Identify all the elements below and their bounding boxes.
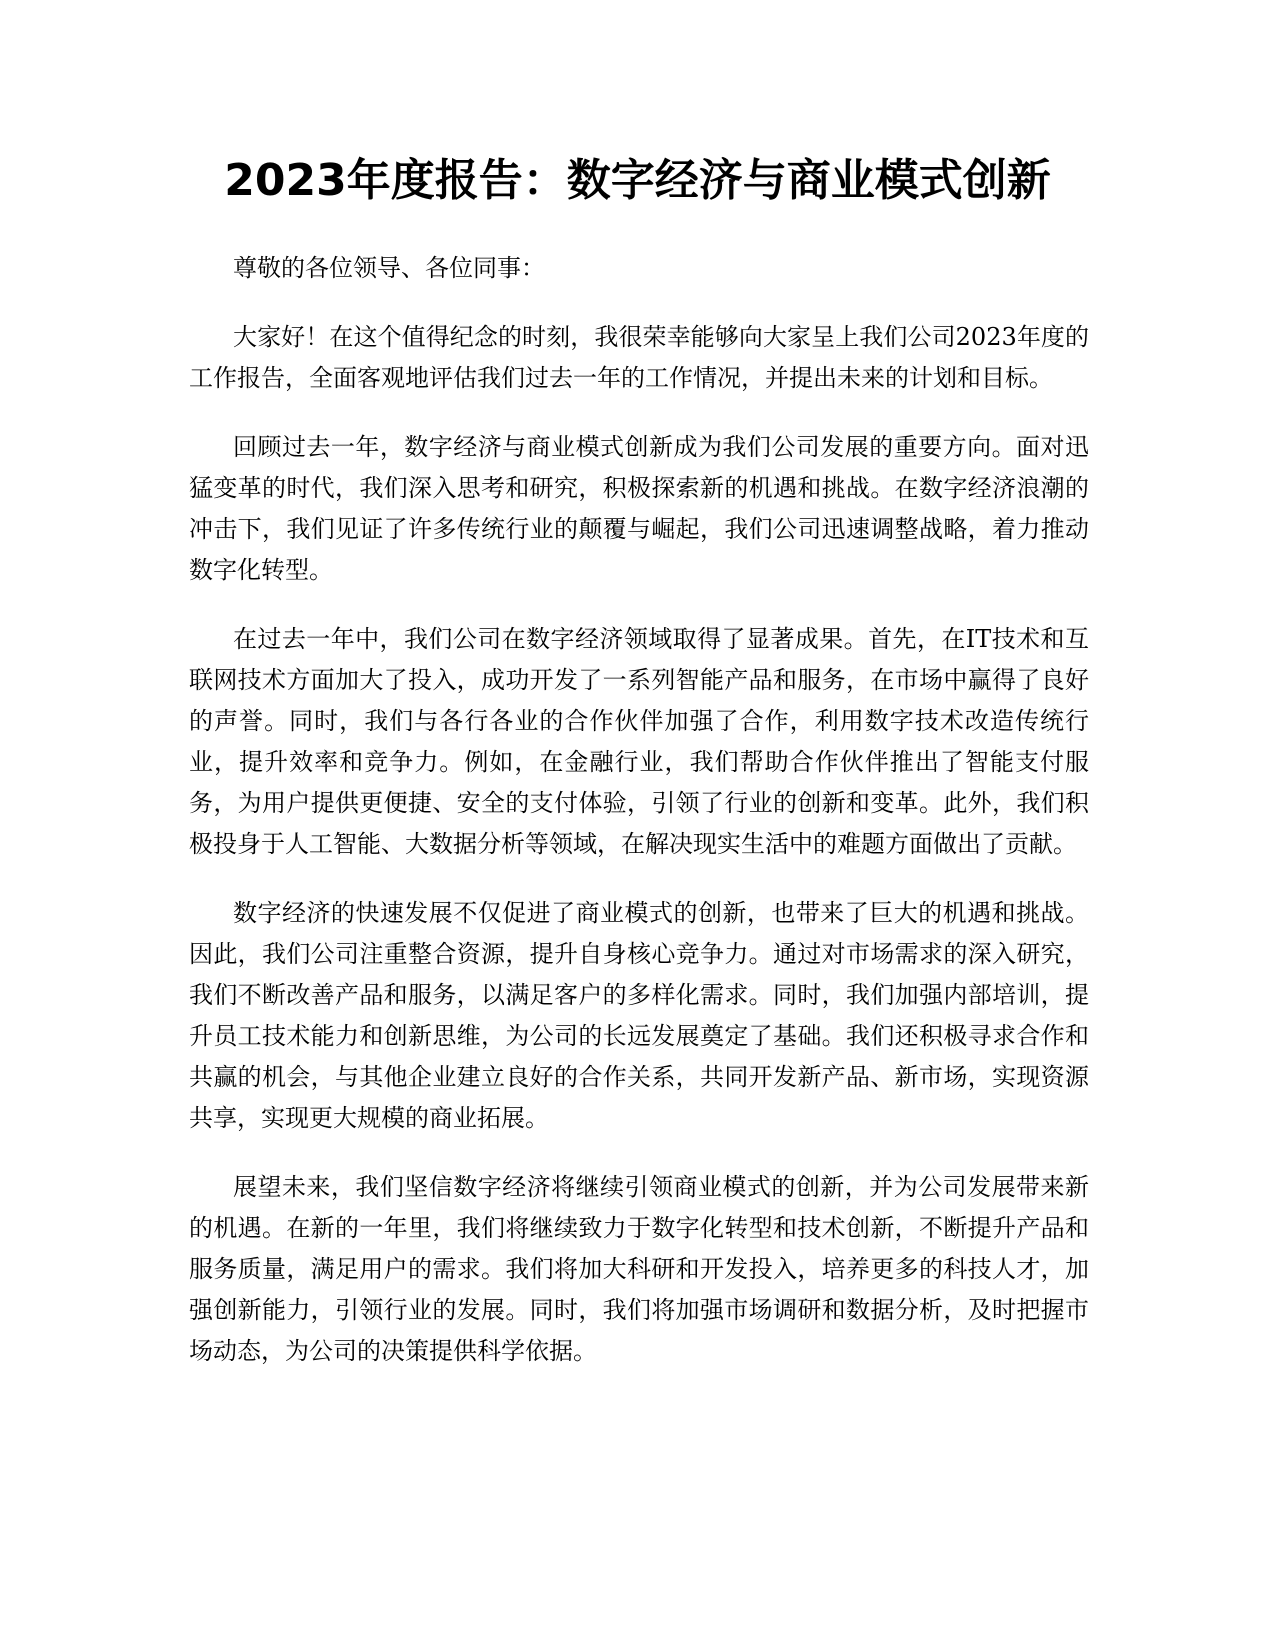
paragraph-outlook: 展望未来，我们坚信数字经济将继续引领商业模式的创新，并为公司发展带来新的机遇。在新的一年里，我们将继续致力于数字化转型和技术创新，不断提升产品和服务质量，满足用户的需求。我们将加大科研和开发投入，培养更多的科技人才，加强创新能力，引领行业的发展。同时，我们将加强市场调研和数据分析，及时把握市场动态，为公司的决策提供科学依据。 [189, 1173, 1089, 1365]
paragraph-achievements: 在过去一年中，我们公司在数字经济领域取得了显著成果。首先，在IT技术和互联网技术方面加大了投入，成功开发了一系列智能产品和服务，在市场中赢得了良好的声誉。同时，我们与各行各业的合作伙伴加强了合作，利用数字技术改造传统行业，提升效率和竞争力。例如，在金融行业，我们帮助合作伙伴推出了智能支付服务，为用户提供更便捷、安全的支付体验，引领了行业的创新和变革。此外，我们积极投身于人工智能、大数据分析等领域，在解决现实生活中的难题方面做出了贡献。 [189, 625, 1089, 858]
document-title: 2023年度报告：数字经济与商业模式创新 [224, 155, 1051, 206]
paragraph-review: 回顾过去一年，数字经济与商业模式创新成为我们公司发展的重要方向。面对迅猛变革的时代，我们深入思考和研究，积极探索新的机遇和挑战。在数字经济浪潮的冲击下，我们见证了许多传统行业的颠覆与崛起，我们公司迅速调整战略，着力推动数字化转型。 [189, 433, 1089, 584]
paragraph-opening: 大家好！在这个值得纪念的时刻，我很荣幸能够向大家呈上我们公司2023年度的工作报告，全面客观地评估我们过去一年的工作情况，并提出未来的计划和目标。 [189, 323, 1089, 392]
paragraph-opportunities: 数字经济的快速发展不仅促进了商业模式的创新，也带来了巨大的机遇和挑战。因此，我们公司注重整合资源，提升自身核心竞争力。通过对市场需求的深入研究，我们不断改善产品和服务，以满足客户的多样化需求。同时，我们加强内部培训，提升员工技术能力和创新思维，为公司的长远发展奠定了基础。我们还积极寻求合作和共赢的机会，与其他企业建立良好的合作关系，共同开发新产品、新市场，实现资源共享，实现更大规模的商业拓展。 [189, 899, 1089, 1132]
greeting-line: 尊敬的各位领导、各位同事： [233, 254, 545, 282]
document-body [189, 248, 1089, 1400]
